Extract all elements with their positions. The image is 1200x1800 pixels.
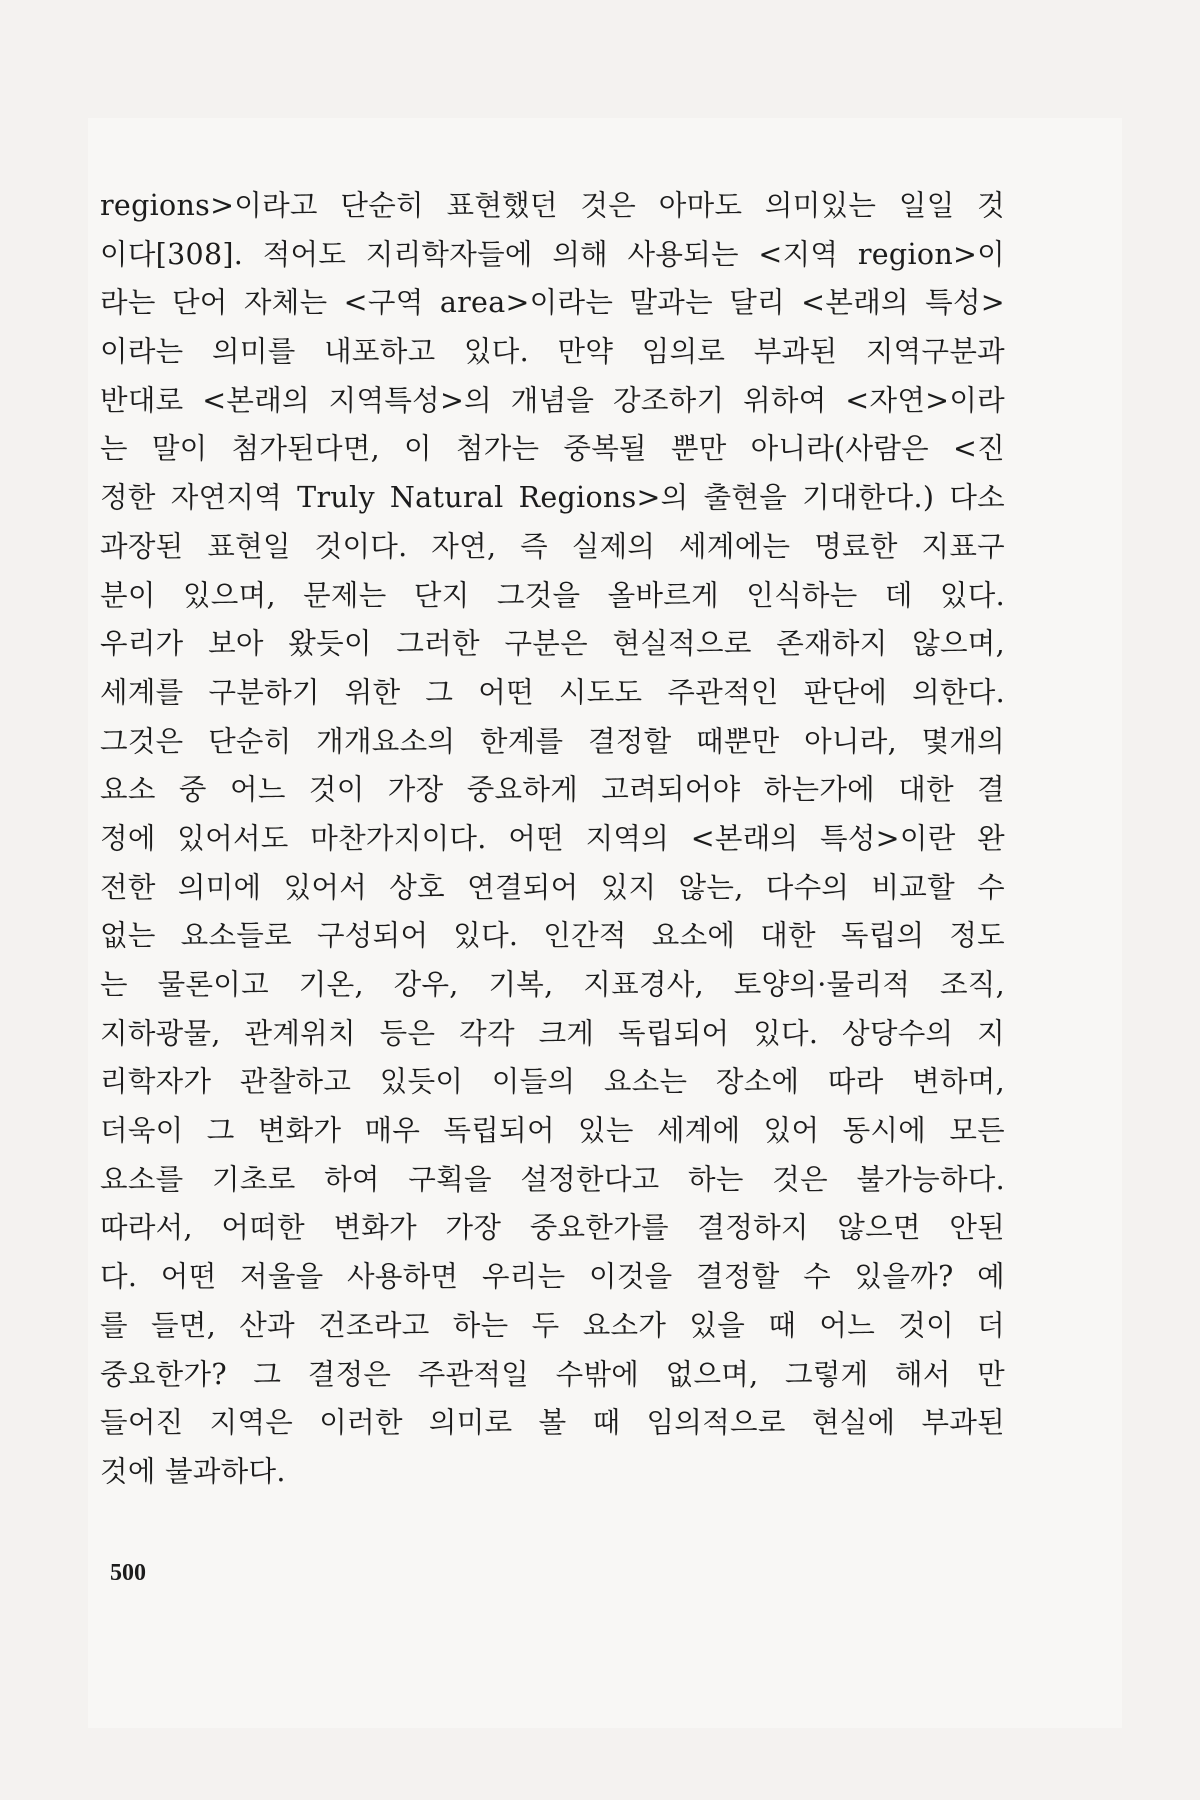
- text-line: 과장된 표현일 것이다. 자연, 즉 실제의 세계에는 명료한 지표구: [100, 529, 1005, 563]
- text-line: 더욱이 그 변화가 매우 독립되어 있는 세계에 있어 동시에 모든: [100, 1114, 1005, 1148]
- text-line: 를 들면, 산과 건조라고 하는 두 요소가 있을 때 어느 것이 더: [100, 1308, 1005, 1342]
- text-line: 리학자가 관찰하고 있듯이 이들의 요소는 장소에 따라 변하며,: [100, 1065, 1005, 1099]
- text-line: 없는 요소들로 구성되어 있다. 인간적 요소에 대한 독립의 정도: [100, 919, 1005, 953]
- text-line: 는 물론이고 기온, 강우, 기복, 지표경사, 토양의·물리적 조직,: [100, 968, 1005, 1001]
- text-line: 우리가 보아 왔듯이 그러한 구분은 현실적으로 존재하지 않으며,: [100, 627, 1005, 661]
- text-line: 정한 자연지역 Truly Natural Regions>의 출현을 기대한다.) 다소: [100, 481, 1005, 515]
- text-line: 요소를 기초로 하여 구획을 설정한다고 하는 것은 불가능하다.: [100, 1162, 1005, 1196]
- text-line: 다. 어떤 저울을 사용하면 우리는 이것을 결정할 수 있을까? 예: [100, 1260, 1005, 1294]
- text-line: 중요한가? 그 결정은 주관적일 수밖에 없으며, 그렇게 해서 만: [100, 1357, 1005, 1391]
- text-line: 들어진 지역은 이러한 의미로 볼 때 임의적으로 현실에 부과된: [100, 1406, 1005, 1440]
- text-line: 세계를 구분하기 위한 그 어떤 시도도 주관적인 판단에 의한다.: [100, 675, 1005, 709]
- text-line: 는 말이 첨가된다면, 이 첨가는 중복될 뿐만 아니라(사람은 <진: [100, 432, 1005, 466]
- text-line: 라는 단어 자체는 <구역 area>이라는 말과는 달리 <본래의 특성>: [100, 286, 1005, 320]
- text-line: regions>이라고 단순히 표현했던 것은 아마도 의미있는 일일 것: [100, 189, 1005, 222]
- text-line: 이다[308]. 적어도 지리학자들에 의해 사용되는 <지역 region>이: [100, 237, 1005, 271]
- text-line: 분이 있으며, 문제는 단지 그것을 올바르게 인식하는 데 있다.: [100, 578, 1005, 612]
- text-line-last: 것에 불과하다.: [100, 1454, 286, 1488]
- body-text: [100, 182, 1005, 1497]
- text-line: 그것은 단순히 개개요소의 한계를 결정할 때뿐만 아니라, 몇개의: [100, 724, 1005, 758]
- page-number: 500: [110, 1560, 146, 1586]
- text-line: 정에 있어서도 마찬가지이다. 어떤 지역의 <본래의 특성>이란 완: [100, 821, 1005, 855]
- text-line: 전한 의미에 있어서 상호 연결되어 있지 않는, 다수의 비교할 수: [100, 870, 1005, 904]
- text-line: 반대로 <본래의 지역특성>의 개념을 강조하기 위하여 <자연>이라: [100, 383, 1005, 417]
- text-line: 따라서, 어떠한 변화가 가장 중요한가를 결정하지 않으면 안된: [100, 1211, 1005, 1245]
- text-line: 이라는 의미를 내포하고 있다. 만약 임의로 부과된 지역구분과: [100, 335, 1005, 369]
- text-line: 지하광물, 관계위치 등은 각각 크게 독립되어 있다. 상당수의 지: [100, 1016, 1005, 1050]
- text-line: 요소 중 어느 것이 가장 중요하게 고려되어야 하는가에 대한 결: [100, 773, 1005, 807]
